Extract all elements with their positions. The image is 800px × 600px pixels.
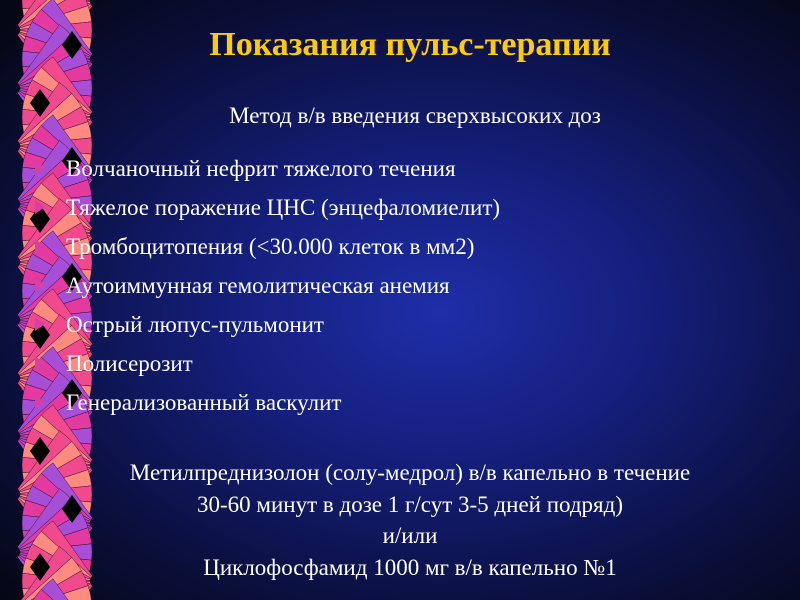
list-item — [66, 227, 500, 266]
regimen-line: Циклофосфамид 1000 мг в/в капельно №1 — [203, 554, 617, 580]
treatment-regimen — [60, 457, 760, 583]
bullet-marker-icon — [35, 200, 45, 214]
bullet-marker-icon — [35, 395, 45, 409]
indications-list — [66, 149, 500, 422]
list-item-text: Аутоиммунная гемолитическая анемия — [66, 273, 450, 298]
bullet-marker-icon — [35, 161, 45, 175]
bullet-marker-icon — [35, 239, 45, 253]
list-item-text: Тромбоцитопения (<30.000 клеток в мм2) — [66, 234, 475, 259]
regimen-line: 30-60 минут в дозе 1 г/сут 3-5 дней подряд) — [197, 491, 623, 517]
list-item — [66, 305, 500, 344]
bullet-marker-icon — [35, 278, 45, 292]
slide-title: Показания пульс-терапии — [209, 26, 611, 63]
bullet-marker-icon — [35, 356, 45, 370]
list-item-text: Полисерозит — [66, 351, 193, 376]
list-item — [66, 266, 500, 305]
list-item — [66, 188, 500, 227]
list-item-text: Волчаночный нефрит тяжелого течения — [66, 156, 456, 181]
regimen-line: Метилпреднизолон (солу-медрол) в/в капельно в течение — [129, 460, 691, 485]
list-item-text: Острый люпус-пульмонит — [66, 312, 324, 337]
list-item — [66, 344, 500, 383]
regimen-line: и/или — [382, 523, 438, 548]
list-item-text: Тяжелое поражение ЦНС (энцефаломиелит) — [66, 195, 501, 220]
bullet-marker-icon — [35, 317, 45, 331]
list-item — [66, 383, 500, 422]
slide-subtitle: Метод в/в введения сверхвысоких доз — [229, 103, 601, 128]
list-item-text: Генерализованный васкулит — [66, 390, 342, 415]
list-item — [66, 149, 500, 188]
